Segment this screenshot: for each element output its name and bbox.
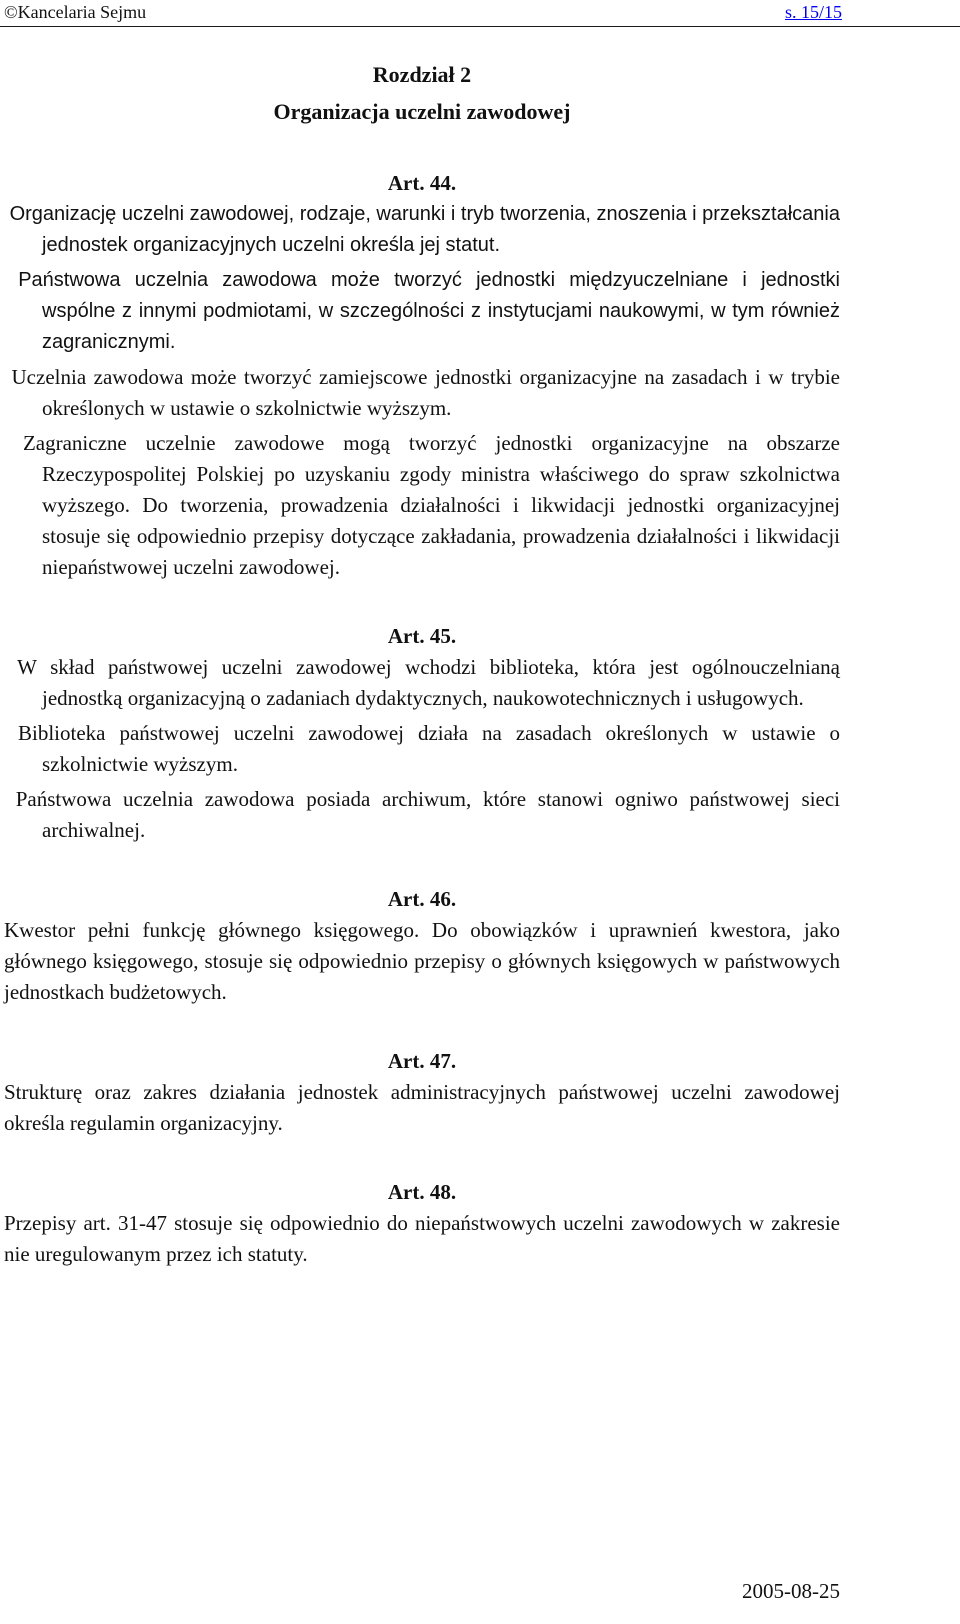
article-title: Art. 48. <box>387 1180 457 1204</box>
paragraph-text: Państwowa uczelnia zawodowa posiada archiwum, które stanowi ogniwo państwowej sieci archiwalnej. <box>15 787 841 842</box>
paragraph-text: W skład państwowej uczelni zawodowej wchodzi biblioteka, która jest ogólnouczelnianą jednostką organizacyjną o zadaniach dydaktycznych, naukowotechnicznych i usługowych. <box>17 655 840 710</box>
chapter-title: Organizacja uczelni zawodowej <box>273 99 571 124</box>
article-48 <box>4 1177 840 1270</box>
paragraph <box>4 265 840 358</box>
article-title: Art. 45. <box>387 624 457 648</box>
article-text: Przepisy art. 31-47 stosuje się odpowiednio do niepaństwowych uczelni zawodowych w zakresie nie uregulowanym przez ich statuty. <box>4 1211 840 1266</box>
article-46 <box>4 884 840 1008</box>
footer-date: 2005-08-25 <box>742 1579 840 1603</box>
page-header <box>0 0 960 27</box>
paragraph <box>4 362 840 424</box>
paragraph-text: Biblioteka państwowej uczelni zawodowej działa na zasadach określonych w ustawie o szkolnictwie wyższym. <box>17 721 841 776</box>
paragraph <box>4 652 840 714</box>
chapter-number: Rozdział 2 <box>372 62 472 87</box>
paragraph-text: Organizację uczelni zawodowej, rodzaje, warunki i tryb tworzenia, znoszenia i przekształcania jednostek organizacyjnych uczelni określa jej statut. <box>9 203 840 256</box>
paragraph <box>4 718 840 780</box>
article-44 <box>4 168 840 583</box>
paragraph-text: Zagraniczne uczelnie zawodowe mogą tworzyć jednostki organizacyjne na obszarze Rzeczypospolitej Polskiej po uzyskaniu zgody ministra właściwego do spraw szkolnictwa wyższego. Do tworzenia, prowadzenia działalności i likwidacji jednostki organizacyjnej stosuje się odpowiednio przepisy dotyczące zakładania, prowadzenia działalności i likwidacji niepaństwowej uczelni zawodowej. <box>22 431 840 579</box>
article-title: Art. 46. <box>387 887 457 911</box>
article-text: Kwestor pełni funkcję głównego księgowego. Do obowiązków i uprawnień kwestora, jako głównego księgowego, stosuje się odpowiednio przepisy o głównych księgowych w państwowych jednostkach budżetowych. <box>4 918 840 1004</box>
copyright-notice: ©Kancelaria Sejmu <box>4 2 147 22</box>
article-title: Art. 47. <box>387 1049 457 1073</box>
article-47 <box>4 1046 840 1139</box>
paragraph <box>4 784 840 846</box>
article-45 <box>4 621 840 846</box>
paragraph <box>4 428 840 583</box>
paragraph <box>4 199 840 261</box>
document-body <box>4 52 840 1270</box>
article-text: Strukturę oraz zakres działania jednostek administracyjnych państwowej uczelni zawodowej określa regulamin organizacyjny. <box>4 1080 840 1135</box>
article-title: Art. 44. <box>387 171 457 195</box>
page-number-link[interactable]: s. 15/15 <box>784 2 842 22</box>
paragraph-text: Uczelnia zawodowa może tworzyć zamiejscowe jednostki organizacyjne na zasadach i w trybie określonych w ustawie o szkolnictwie wyższym. <box>11 365 841 420</box>
paragraph-text: Państwowa uczelnia zawodowa może tworzyć jednostki międzyuczelniane i jednostki wspólne z innymi podmiotami, w szczególności z instytucjami naukowymi, w tym również zagranicznymi. <box>18 269 841 353</box>
